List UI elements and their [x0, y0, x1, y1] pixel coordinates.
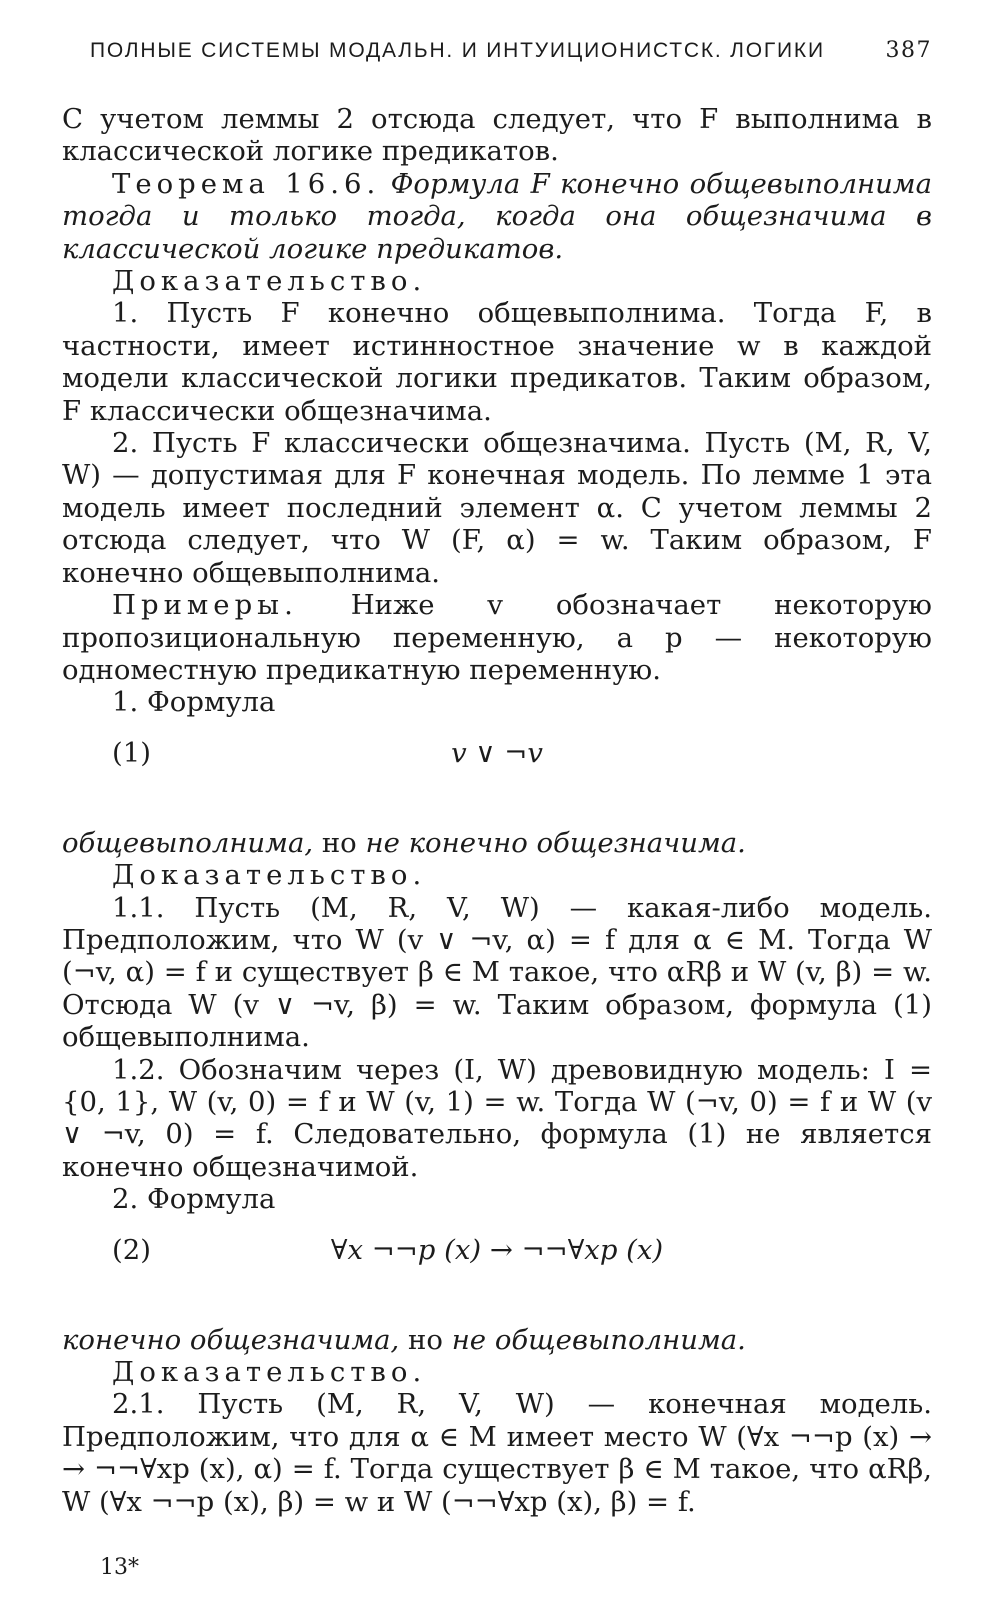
example-2-claim-b: но: [408, 1323, 443, 1356]
proof-item-2: 2. Пусть F классически общезначима. Пусть (M, R, V, W) — допустимая для F конечная модель. По лемме 1 эта модель имеет последний элемент α. С учетом леммы 2 отсюда следует, что W (F, α) = w. Таким образом, F конечно общевыполнима.: [62, 427, 932, 589]
formula-1: [62, 737, 932, 785]
theorem-statement: Формула F конечно общевыполнима тогда и только тогда, когда она общезначима в классической логике предикатов.: [62, 167, 932, 265]
proof-item-2-1: 2.1. Пусть (M, R, V, W) — конечная модель. Предположим, что для α ∈ M имеет место W (∀x ¬¬p (x) → → ¬¬∀xp (x), α) = f. Тогда существует β ∈ M такое, что αRβ, W (∀x ¬¬p (x), β) = w и W (¬¬∀xp (x), β) = f.: [62, 1388, 932, 1518]
signature-mark: 13*: [100, 1555, 139, 1580]
formula-1-expression: v ∨ ¬v: [451, 736, 543, 769]
examples-label: Примеры.: [112, 589, 298, 622]
example-1-claim: [62, 827, 932, 859]
example-1-claim-b: но: [321, 826, 357, 859]
body-text: [62, 103, 932, 1518]
examples-text: Ниже v обозначает некоторую пропозициональную переменную, а p — некоторую одноместную предикатную переменную.: [62, 589, 932, 686]
example-2-claim-c: не общевыполнима.: [451, 1323, 746, 1356]
theorem: [62, 168, 932, 265]
example-2-intro: 2. Формула: [112, 1183, 276, 1216]
proof-item-1-2: 1.2. Обозначим через (I, W) древовидную модель: I = {0, 1}, W (v, 0) = f и W (v, 1) = w. Тогда W (¬v, 0) = f и W (v ∨ ¬v, 0) = f. Следовательно, формула (1) не является конечно общезначимой.: [62, 1053, 932, 1183]
example-1-claim-a: общевыполнима,: [62, 826, 314, 859]
formula-2-number: (2): [112, 1233, 151, 1266]
theorem-label: Теорема 16.6.: [112, 167, 381, 200]
running-title: ПОЛНЫЕ СИСТЕМЫ МОДАЛЬН. И ИНТУИЦИОНИСТСК. ЛОГИКИ: [90, 39, 825, 62]
formula-1-number: (1): [112, 736, 151, 769]
example-2-claim: [62, 1324, 932, 1356]
formula-2: [62, 1234, 932, 1282]
example-1-intro: 1. Формула: [112, 686, 276, 719]
page-number: 387: [885, 38, 932, 63]
paragraph-continuation: С учетом леммы 2 отсюда следует, что F выполнима в классической логике предикатов.: [62, 103, 932, 168]
proof-label: Доказательство.: [112, 265, 427, 298]
proof-label-2: Доказательство.: [112, 859, 427, 892]
proof-label-3: Доказательство.: [112, 1356, 427, 1388]
running-header: [62, 38, 932, 63]
proof-item-1: 1. Пусть F конечно общевыполнима. Тогда F, в частности, имеет истинностное значение w в каждой модели классической логики предикатов. Таким образом, F классически общезначима.: [62, 297, 932, 427]
book-page: [62, 38, 932, 1518]
examples-paragraph: [62, 589, 932, 686]
example-2-claim-a: конечно общезначима,: [62, 1323, 400, 1356]
example-1-claim-c: не конечно общезначима.: [365, 826, 746, 859]
formula-2-expression: ∀x ¬¬p (x) → ¬¬∀xp (x): [330, 1233, 664, 1266]
proof-item-1-1: 1.1. Пусть (M, R, V, W) — какая-либо модель. Предположим, что W (v ∨ ¬v, α) = f для α ∈ M. Тогда W (¬v, α) = f и существует β ∈ M такое, что αRβ и W (v, β) = w. Отсюда W (v ∨ ¬v, β) = w. Таким образом, формула (1) общевыполнима.: [62, 891, 932, 1054]
